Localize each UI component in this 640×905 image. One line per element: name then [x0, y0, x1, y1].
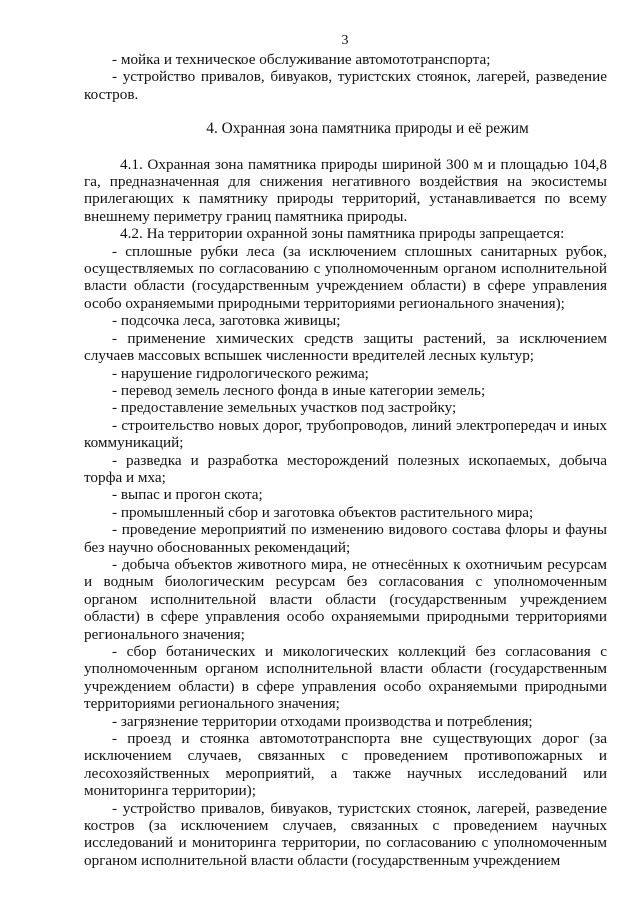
prohibition-land-allocation: - предоставление земельных участков под застройку;	[112, 399, 457, 417]
prohibition-mining: - разведка и разработка месторождений полезных ископаемых, добыча торфа и мха;	[84, 451, 607, 486]
clause-4-2: 4.2. На территории охранной зоны памятника природы запрещается:	[120, 225, 565, 243]
prohibition-hydrology: - нарушение гидрологического режима;	[112, 364, 369, 382]
prohibition-camping: - устройство привалов, бивуаков, туристских стоянок, лагерей, разведение костров (за исключением случаев, связанных с проведением научных исследований и мониторинга территории, по согласованию с уполномоченным органом исполнительной власти области (государственным учреждением	[84, 799, 607, 869]
prohibition-grazing: - выпас и прогон скота;	[112, 486, 263, 504]
intro-item-campfires: - устройство привалов, бивуаков, туристских стоянок, лагерей, разведение костров.	[84, 68, 607, 103]
clause-4-1: 4.1. Охранная зона памятника природы шириной 300 м и площадью 104,8 га, предназначенная для снижения негативного воздействия на экосистемы прилегающих к памятнику природы территорий, устанавливается по всему внешнему периметру границ памятника природы.	[84, 155, 607, 225]
prohibition-species-change: - проведение мероприятий по изменению видового состава флоры и фауны без научно обоснованных рекомендаций;	[84, 521, 607, 556]
prohibition-land-transfer: - перевод земель лесного фонда в иные категории земель;	[112, 381, 486, 399]
section-heading: 4. Охранная зона памятника природы и её режим	[206, 120, 529, 138]
intro-item-car-wash: - мойка и техническое обслуживание автомототранспорта;	[112, 51, 491, 68]
prohibition-chemicals: - применение химических средств защиты растений, за исключением случаев массовых вспышек численности вредителей лесных культур;	[84, 329, 607, 365]
prohibition-clear-cutting: - сплошные рубки леса (за исключением сплошных санитарных рубок, осуществляемых по согласованию с уполномоченным органом исполнительной власти области (государственным учреждением области) в сфере управления особо охраняемыми природными территориями регионального значения);	[84, 242, 607, 312]
prohibition-resin-tapping: - подсочка леса, заготовка живицы;	[112, 312, 341, 330]
prohibition-animal-harvest: - добыча объектов животного мира, не отнесённых к охотничьим ресурсам и водным биологическим ресурсам без согласования с уполномоченным органом исполнительной власти области (государственным учреждением области) в сфере управления особо охраняемыми природными территориями регионального значения;	[84, 555, 607, 643]
prohibition-collections: - сбор ботанических и микологических коллекций без согласования с уполномоченным органом исполнительной власти области (государственным учреждением области) в сфере управления особо охраняемыми природными территориями регионального значения;	[84, 643, 607, 713]
prohibition-new-roads: - строительство новых дорог, трубопроводов, линий электропередач и иных коммуникаций;	[84, 416, 607, 452]
prohibition-pollution: - загрязнение территории отходами производства и потребления;	[112, 712, 533, 730]
page-number: 3	[341, 33, 349, 48]
document-body	[84, 51, 607, 869]
prohibition-plant-harvest: - промышленный сбор и заготовка объектов растительного мира;	[112, 503, 534, 521]
prohibition-offroad: - проезд и стоянка автомототранспорта вне существующих дорог (за исключением случаев, связанных с проведением противопожарных и лесохозяйственных мероприятий, а также научных исследований или мониторинга территории);	[84, 730, 607, 800]
